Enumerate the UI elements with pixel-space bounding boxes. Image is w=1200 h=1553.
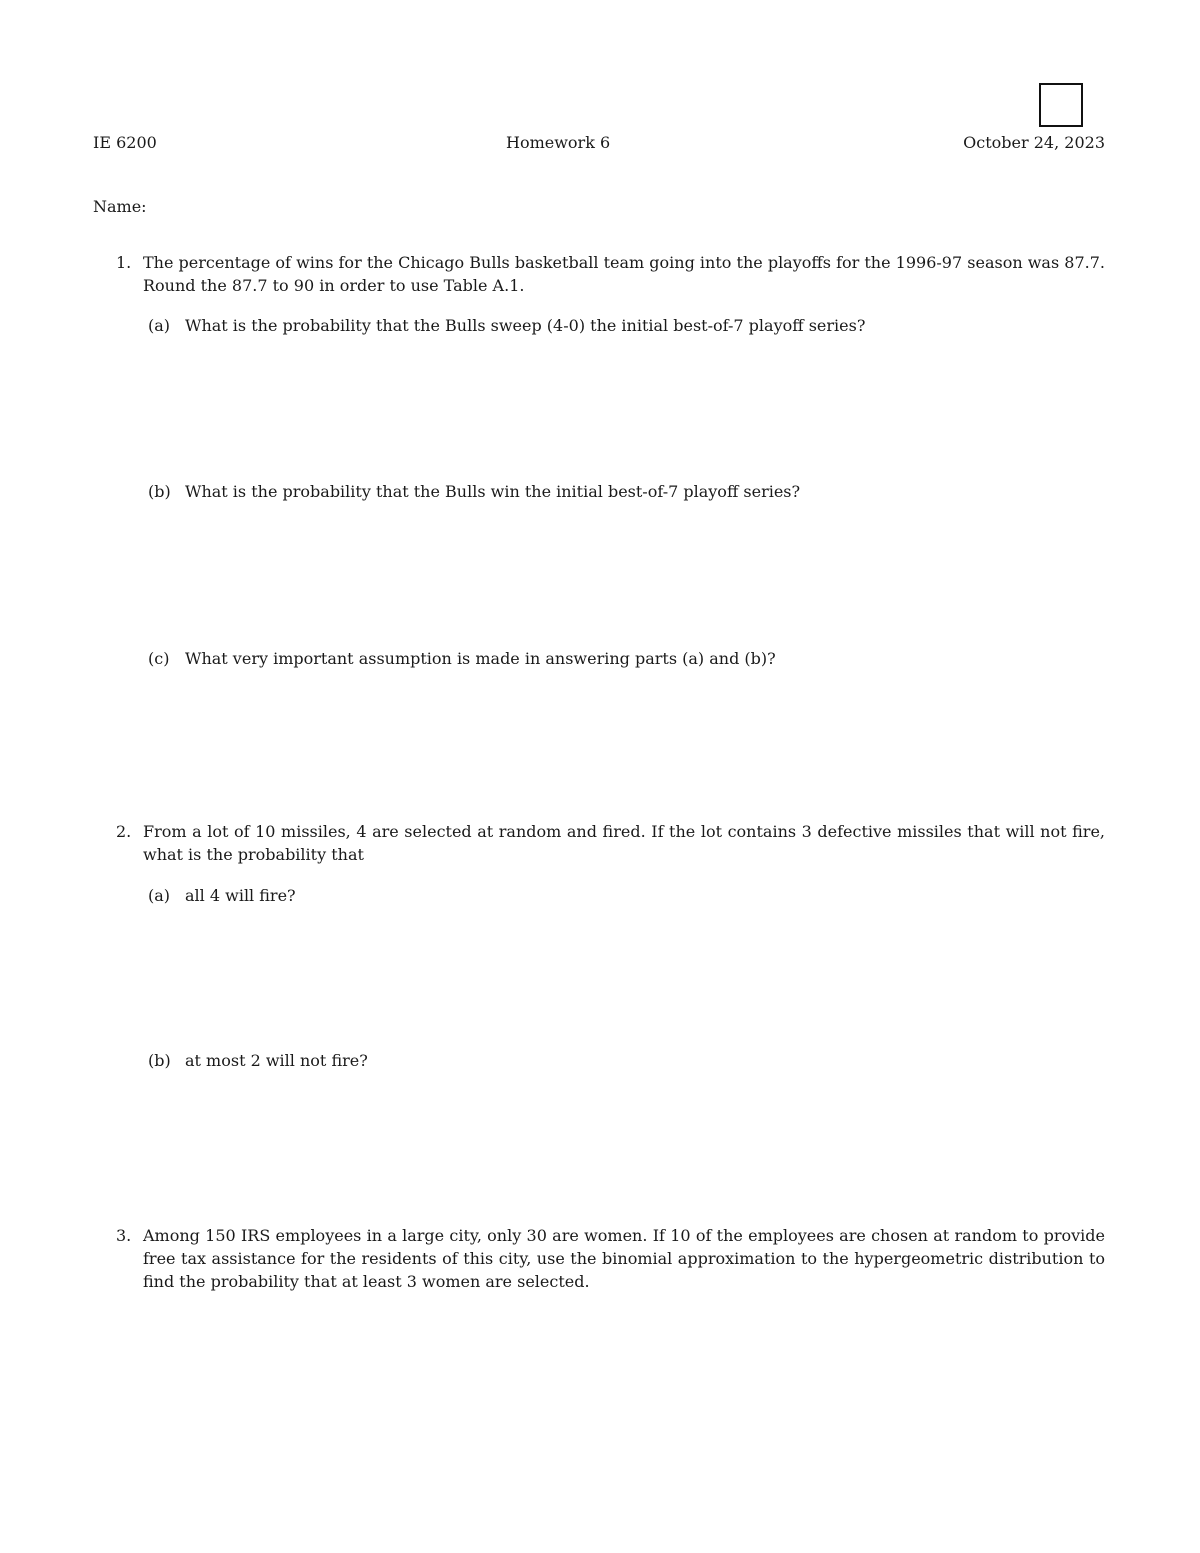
question-1-part-a	[148, 314, 865, 337]
part-label: (a)	[148, 886, 171, 905]
part-text: all 4 will fire?	[185, 886, 296, 905]
question-1	[93, 251, 1105, 297]
question-number: 3.	[116, 1226, 132, 1245]
question-1-part-c	[148, 647, 776, 670]
question-text: From a lot of 10 missiles, 4 are selected at random and fired. If the lot contains 3 defective missiles that will not fire, what is the probability that	[143, 822, 1105, 864]
course-code: IE 6200	[93, 133, 157, 152]
question-text: The percentage of wins for the Chicago Bulls basketball team going into the playoffs for the 1996-97 season was 87.7. Round the 87.7 to 90 in order to use Table A.1.	[143, 253, 1105, 295]
question-3	[93, 1224, 1105, 1293]
name-label: Name:	[93, 197, 147, 216]
part-text: What is the probability that the Bulls sweep (4-0) the initial best-of-7 playoff series?	[185, 316, 866, 335]
question-1-part-b	[148, 480, 800, 503]
assignment-date: October 24, 2023	[963, 133, 1105, 152]
part-label: (a)	[148, 316, 171, 335]
question-number: 2.	[116, 822, 132, 841]
question-2-part-a	[148, 884, 296, 907]
part-text: at most 2 will not fire?	[185, 1051, 368, 1070]
part-text: What very important assumption is made in answering parts (a) and (b)?	[185, 649, 776, 668]
score-box[interactable]	[1039, 83, 1083, 127]
question-2-part-b	[148, 1049, 368, 1072]
part-label: (b)	[148, 482, 171, 501]
part-label: (b)	[148, 1051, 171, 1070]
question-2	[93, 820, 1105, 866]
part-label: (c)	[148, 649, 170, 668]
assignment-title: Homework 6	[506, 133, 611, 152]
part-text: What is the probability that the Bulls win the initial best-of-7 playoff series?	[185, 482, 801, 501]
question-text: Among 150 IRS employees in a large city, only 30 are women. If 10 of the employees are chosen at random to provide free tax assistance for the residents of this city, use the binomial approximation to the hypergeometric distribution to find the probability that at least 3 women are selected.	[143, 1226, 1105, 1291]
question-number: 1.	[116, 253, 132, 272]
